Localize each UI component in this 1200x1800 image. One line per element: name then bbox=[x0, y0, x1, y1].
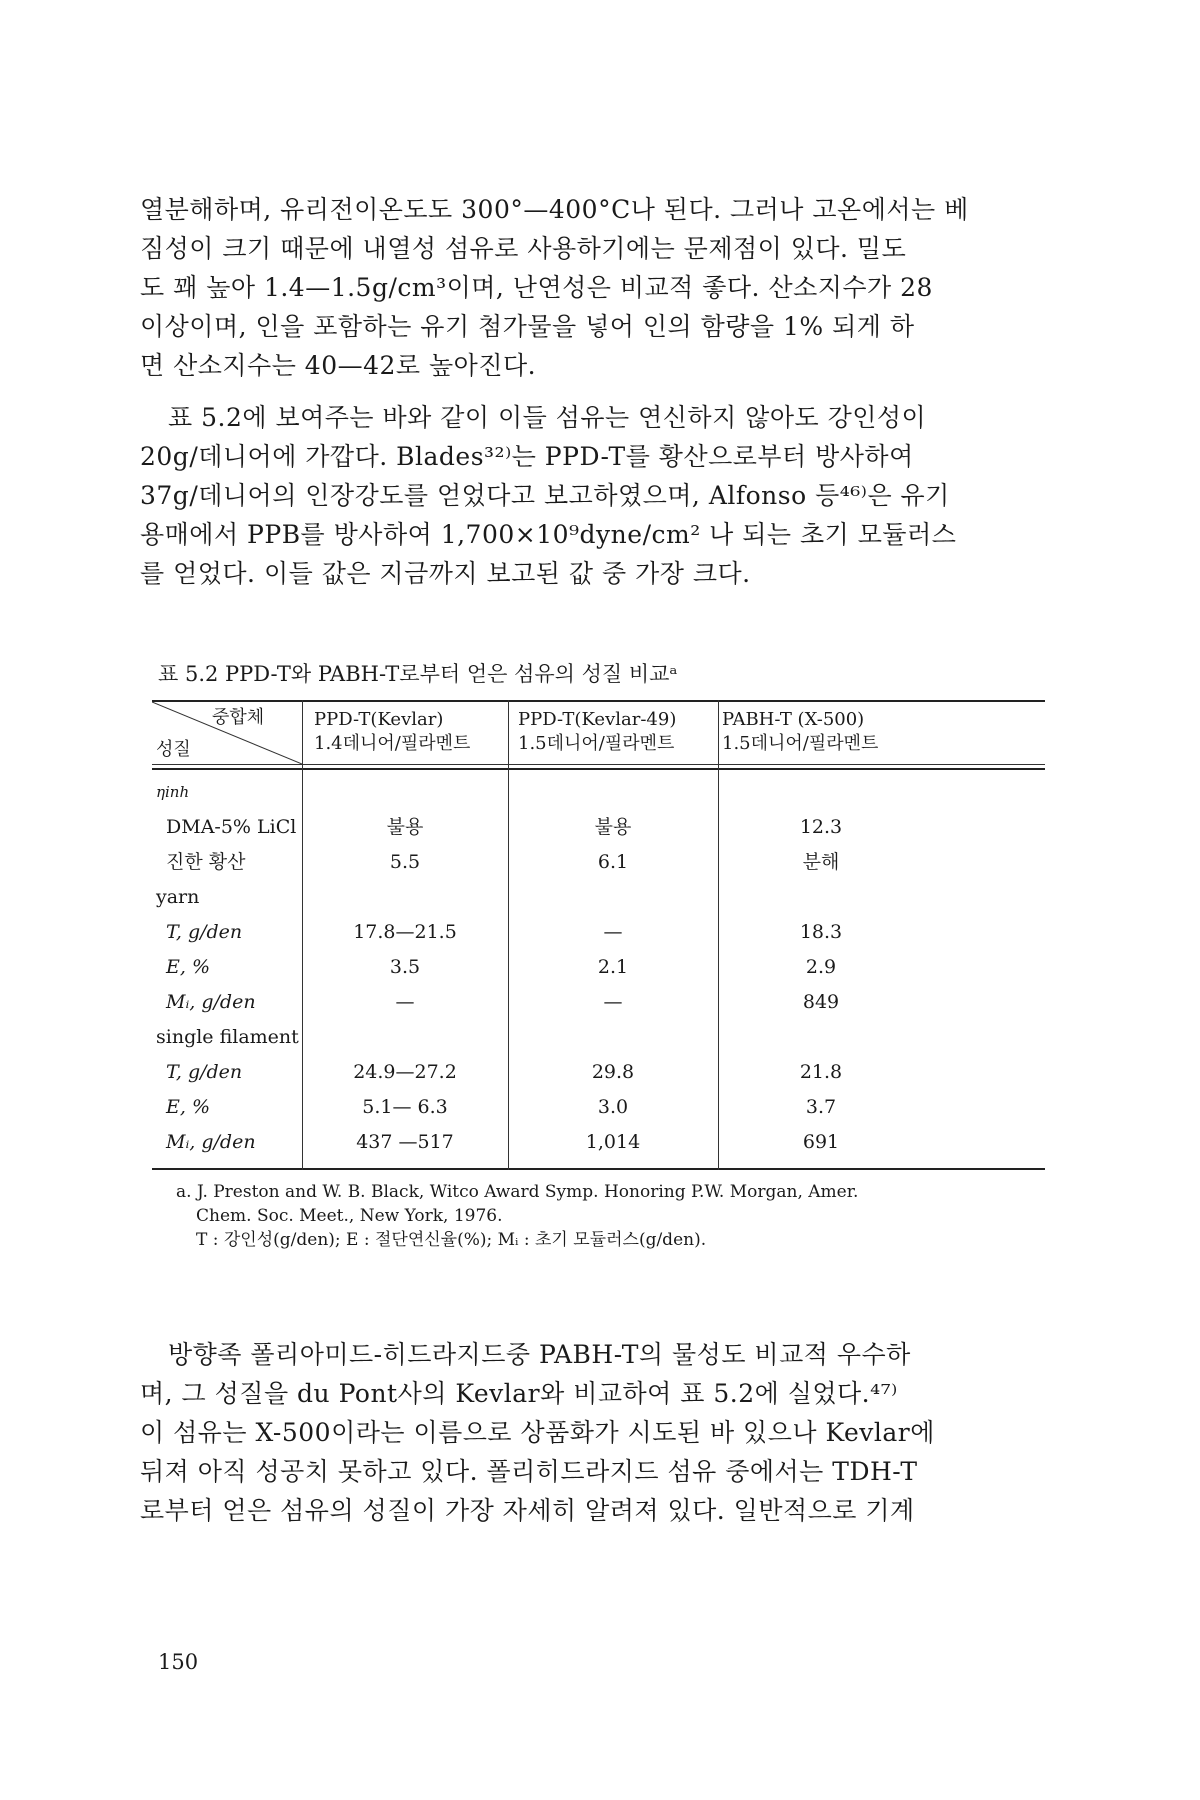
text-line: 짐성이 크기 때문에 내열성 섬유로 사용하기에는 문제점이 있다. 밀도 bbox=[140, 234, 907, 263]
page-number: 150 bbox=[158, 1650, 199, 1674]
column-divider bbox=[508, 700, 509, 1170]
text-line: 용매에서 PPB를 방사하여 1,700×10⁹dyne/cm² 나 되는 초기 모듈러스 bbox=[140, 520, 957, 549]
table-cell: 5.5 bbox=[389, 851, 421, 873]
table-header-rule-2 bbox=[152, 768, 1045, 770]
table-bottom-rule bbox=[152, 1168, 1045, 1170]
footnote-line: T : 강인성(g/den); E : 절단연신율(%); Mᵢ : 초기 모듈러스(g/den). bbox=[196, 1230, 707, 1250]
footnote-line: Chem. Soc. Meet., New York, 1976. bbox=[196, 1206, 503, 1226]
table-cell: 17.8—21.5 bbox=[353, 921, 457, 943]
paragraph-3 bbox=[140, 1335, 1060, 1530]
row-label: Mᵢ, g/den bbox=[166, 991, 256, 1013]
table-cell: 437 —517 bbox=[356, 1131, 454, 1153]
column-header-sub: 1.5데니어/필라멘트 bbox=[518, 733, 675, 754]
column-divider bbox=[302, 700, 303, 1170]
table-cell: — bbox=[395, 991, 415, 1013]
row-label: DMA-5% LiCl bbox=[166, 816, 297, 838]
text-line: 20g/데니어에 가깝다. Blades³²⁾는 PPD-T를 황산으로부터 방사하여 bbox=[140, 442, 914, 471]
text-line: 를 얻었다. 이들 값은 지금까지 보고된 값 중 가장 크다. bbox=[140, 559, 751, 588]
table-cell: 2.9 bbox=[805, 956, 837, 978]
table-cell: 24.9—27.2 bbox=[353, 1061, 457, 1083]
table-cell: 21.8 bbox=[799, 1061, 843, 1083]
column-divider bbox=[718, 700, 719, 1170]
table-cell: 3.0 bbox=[597, 1096, 629, 1118]
table-cell: 849 bbox=[802, 991, 840, 1013]
table-cell: 3.5 bbox=[389, 956, 421, 978]
text-line: 37g/데니어의 인장강도를 얻었다고 보고하였으며, Alfonso 등⁴⁶⁾은 유기 bbox=[140, 481, 950, 510]
table-cell: 1,014 bbox=[585, 1131, 641, 1153]
table-cell: 6.1 bbox=[597, 851, 629, 873]
column-header: PPD-T(Kevlar) bbox=[314, 709, 444, 730]
text-line: 방향족 폴리아미드-히드라지드중 PABH-T의 물성도 비교적 우수하 bbox=[168, 1340, 911, 1369]
table-cell: 12.3 bbox=[799, 816, 843, 838]
table-cell: 분해 bbox=[802, 851, 840, 873]
row-label: 진한 황산 bbox=[166, 851, 246, 873]
row-label: E, % bbox=[166, 1096, 211, 1118]
table-cell: 691 bbox=[802, 1131, 840, 1153]
column-header: PABH-T (X-500) bbox=[722, 709, 865, 730]
corner-header-top: 중합체 bbox=[212, 707, 265, 728]
table-cell: 불용 bbox=[594, 816, 632, 838]
paragraph-1 bbox=[140, 190, 1060, 385]
text-line: 이상이며, 인을 포함하는 유기 첨가물을 넣어 인의 함량을 1% 되게 하 bbox=[140, 312, 915, 341]
table-cell: 18.3 bbox=[799, 921, 843, 943]
row-label: Mᵢ, g/den bbox=[166, 1131, 256, 1153]
text-line: 며, 그 성질을 du Pont사의 Kevlar와 비교하여 표 5.2에 실었다.⁴⁷⁾ bbox=[140, 1379, 898, 1408]
properties-table bbox=[152, 700, 1045, 1170]
paragraph-2 bbox=[140, 398, 1060, 593]
row-label: E, % bbox=[166, 956, 211, 978]
corner-header-bottom: 성질 bbox=[156, 739, 191, 760]
column-header-sub: 1.4데니어/필라멘트 bbox=[314, 733, 471, 754]
table-footnotes bbox=[176, 1180, 858, 1252]
table-cell: — bbox=[603, 991, 623, 1013]
text-line: 로부터 얻은 섬유의 성질이 가장 자세히 알려져 있다. 일반적으로 기계 bbox=[140, 1496, 915, 1525]
text-line: 면 산소지수는 40—42로 높아진다. bbox=[140, 351, 537, 380]
table-cell: 3.7 bbox=[805, 1096, 837, 1118]
table-cell: 29.8 bbox=[591, 1061, 635, 1083]
text-line: 열분해하며, 유리전이온도도 300°—400°C나 된다. 그러나 고온에서는 베 bbox=[140, 195, 969, 224]
column-header-sub: 1.5데니어/필라멘트 bbox=[722, 733, 879, 754]
text-line: 표 5.2에 보여주는 바와 같이 이들 섬유는 연신하지 않아도 강인성이 bbox=[168, 403, 927, 432]
text-line: 도 꽤 높아 1.4—1.5g/cm³이며, 난연성은 비교적 좋다. 산소지수가 28 bbox=[140, 273, 933, 302]
row-label: ηinh bbox=[156, 783, 190, 801]
column-header: PPD-T(Kevlar-49) bbox=[518, 709, 677, 730]
footnote-line: a. J. Preston and W. B. Black, Witco Award Symp. Honoring P.W. Morgan, Amer. bbox=[176, 1182, 859, 1202]
row-label: T, g/den bbox=[166, 1061, 243, 1083]
row-label: yarn bbox=[156, 886, 200, 908]
table-cell: — bbox=[603, 921, 623, 943]
row-label: single filament bbox=[156, 1026, 299, 1048]
table-cell: 5.1— 6.3 bbox=[362, 1096, 448, 1118]
table-cell: 불용 bbox=[386, 816, 424, 838]
text-line: 뒤져 아직 성공치 못하고 있다. 폴리히드라지드 섬유 중에서는 TDH-T bbox=[140, 1457, 918, 1486]
text-line: 이 섬유는 X-500이라는 이름으로 상품화가 시도된 바 있으나 Kevlar에 bbox=[140, 1418, 935, 1447]
row-label: T, g/den bbox=[166, 921, 243, 943]
table-cell: 2.1 bbox=[597, 956, 629, 978]
table-caption: 표 5.2 PPD-T와 PABH-T로부터 얻은 섬유의 성질 비교ᵃ bbox=[158, 662, 678, 686]
